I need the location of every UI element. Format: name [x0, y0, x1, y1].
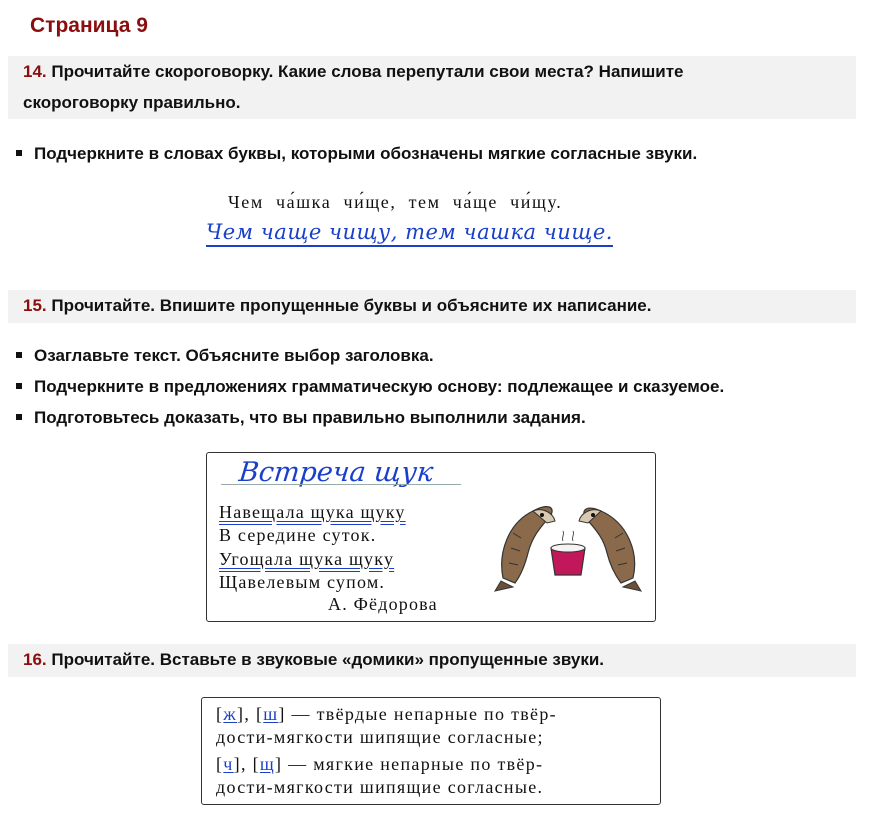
poem-title-rule — [221, 484, 461, 485]
rule-line-4: дости-мягкости шипящие согласные. — [216, 777, 544, 797]
task-14-bullet-text: Подчеркните в словах буквы, которыми обозначены мягкие согласные звуки. — [34, 144, 698, 163]
task-15-bullet-2 — [16, 376, 724, 398]
tongue-twister-handwritten: Чем чаще чищу, тем чашка чище. — [206, 220, 613, 247]
task-15-bullet-2-text: Подчеркните в предложениях грамматическую основу: подлежащее и сказуемое. — [34, 377, 725, 396]
filled-sound-letter: ч — [223, 754, 234, 774]
page-title: Страница 9 — [30, 14, 148, 37]
task-15-number: 15. — [23, 296, 47, 315]
task-16-header — [8, 644, 856, 677]
task-14-text-line2: скороговорку правильно. — [23, 93, 241, 112]
task-15-header — [8, 290, 856, 323]
task-14-header — [8, 56, 856, 119]
bullet-square-icon — [16, 383, 22, 389]
task-14-number: 14. — [23, 62, 47, 81]
bullet-square-icon — [16, 414, 22, 420]
filled-sound-letter: ш — [263, 704, 279, 724]
rule-line-3: [ч], [щ] — мягкие непарные по твёр- — [216, 754, 544, 774]
task-15-bullet-3 — [16, 407, 586, 429]
two-pikes-fish-illustration — [493, 493, 643, 593]
task-15-bullet-1 — [16, 345, 434, 367]
filled-sound-letter: щ — [259, 754, 276, 774]
poem-line-2: В середине суток. — [219, 525, 377, 545]
poem-line-4: Щавелевым супом. — [219, 572, 386, 592]
task-14-text-line1: Прочитайте скороговорку. Какие слова перепутали свои места? Напишите — [51, 62, 684, 81]
poem-line-1: Навещала щука щуку — [219, 502, 406, 522]
task-16-text: Прочитайте. Вставьте в звуковые «домики» пропущенные звуки. — [51, 650, 605, 669]
poem-line-3: Угощала щука щуку — [219, 549, 395, 569]
bullet-square-icon — [16, 150, 22, 156]
task-14-bullet — [16, 143, 697, 165]
poem-title: Встреча щук — [237, 457, 435, 488]
task-16-number: 16. — [23, 650, 47, 669]
task-15-bullet-1-text: Озаглавьте текст. Объясните выбор заголовка. — [34, 346, 434, 365]
task-15-text: Прочитайте. Впишите пропущенные буквы и объясните их написание. — [51, 296, 652, 315]
bullet-square-icon — [16, 352, 22, 358]
filled-sound-letter: ж — [223, 704, 238, 724]
sounds-rule-box — [201, 697, 661, 805]
poem-author: А. Фёдорова — [328, 594, 438, 614]
rule-line-1: [ж], [ш] — твёрдые непарные по твёр- — [216, 704, 557, 724]
tongue-twister-printed: Чем ча́шка чи́ще, тем ча́ще чи́щу. — [228, 192, 563, 212]
poem-box — [206, 452, 656, 622]
rule-line-2: дости-мягкости шипящие согласные; — [216, 727, 544, 747]
task-15-bullet-3-text: Подготовьтесь доказать, что вы правильно выполнили задания. — [34, 408, 586, 427]
